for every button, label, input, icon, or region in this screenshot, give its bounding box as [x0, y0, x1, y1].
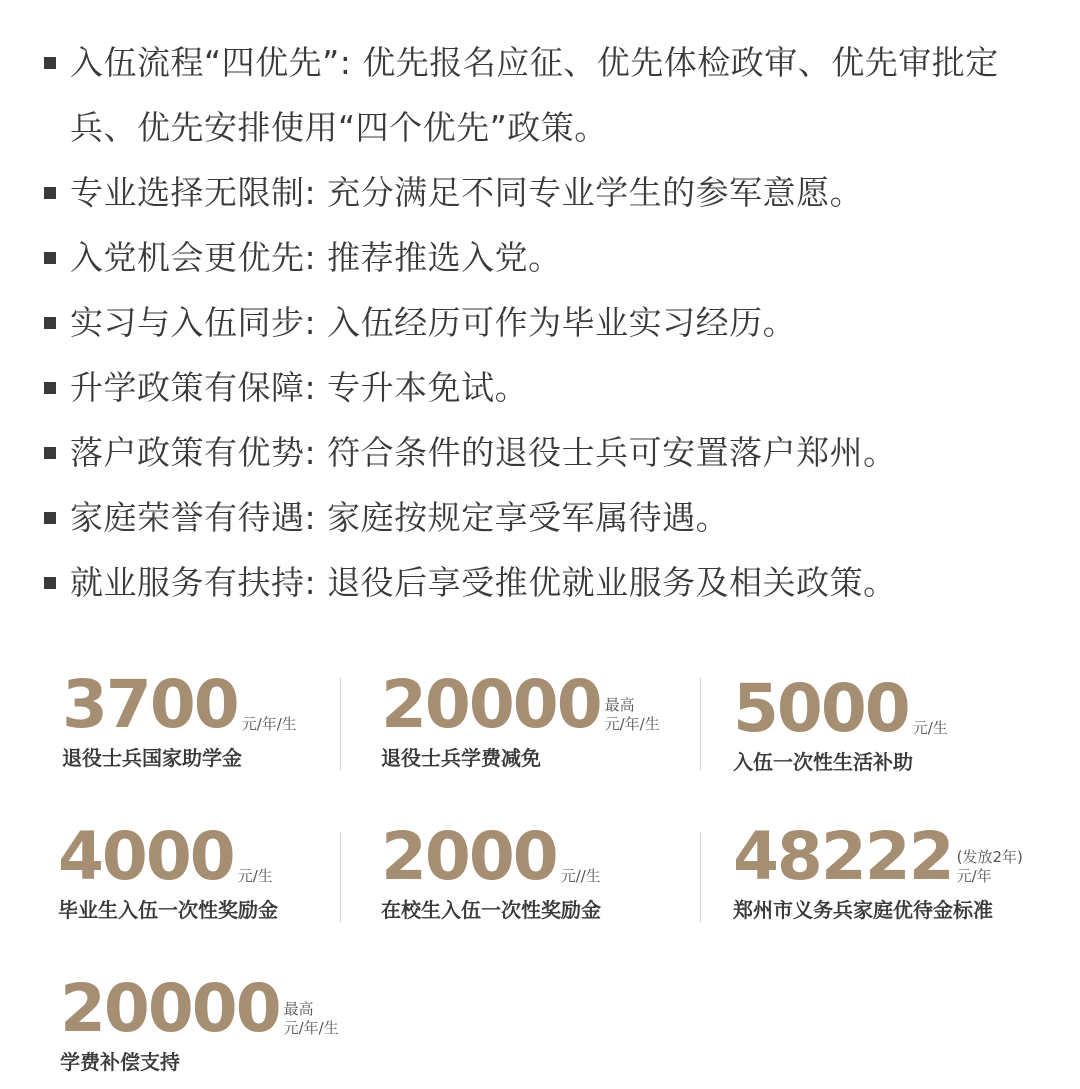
- stat-value: 5000: [733, 670, 909, 747]
- stat-unit: 元/生: [237, 867, 273, 885]
- column-divider: [700, 678, 701, 770]
- square-bullet-icon: [44, 382, 56, 394]
- policy-item-enlistment-priority: [0, 30, 1080, 160]
- square-bullet-icon: [44, 447, 56, 459]
- column-divider: [340, 678, 341, 770]
- policy-text: 升学政策有保障: 专升本免试。: [70, 368, 529, 407]
- stat-label: 郑州市义务兵家庭优待金标准: [733, 898, 993, 922]
- stat-label: 毕业生入伍一次性奖励金: [58, 898, 278, 922]
- stat-value: 20000: [381, 666, 601, 743]
- square-bullet-icon: [44, 57, 56, 69]
- policy-text: 入党机会更优先: 推荐推选入党。: [70, 238, 562, 277]
- policy-item-family-honor: [0, 485, 1080, 550]
- square-bullet-icon: [44, 512, 56, 524]
- stat-label: 退役士兵学费减免: [381, 746, 541, 770]
- policy-item-household-registration: [0, 420, 1080, 485]
- stat-card-family-subsidy: [733, 818, 1023, 923]
- policy-item-internship: [0, 290, 1080, 355]
- stat-unit: 最高 元/年/生: [604, 696, 660, 733]
- stat-unit: 最高 元/年/生: [283, 1000, 339, 1037]
- policy-list: [0, 30, 1080, 615]
- stat-unit: 元/年/生: [241, 715, 297, 733]
- policy-item-further-study: [0, 355, 1080, 420]
- square-bullet-icon: [44, 187, 56, 199]
- stat-label: 退役士兵国家助学金: [62, 746, 242, 770]
- square-bullet-icon: [44, 577, 56, 589]
- stat-card-student-bonus: [381, 818, 601, 923]
- policy-text: 入伍流程“四优先”: 优先报名应征、优先体检政审、优先审批定兵、优先安排使用“四个优先”政策。: [70, 43, 999, 147]
- stat-card-tuition-waiver: [381, 666, 660, 771]
- stat-card-veteran-grant: [62, 666, 297, 771]
- policy-text: 专业选择无限制: 充分满足不同专业学生的参军意愿。: [70, 173, 864, 212]
- stat-label: 在校生入伍一次性奖励金: [381, 898, 601, 922]
- policy-text: 落户政策有优势: 符合条件的退役士兵可安置落户郑州。: [70, 433, 897, 472]
- stat-card-living-allowance: [733, 670, 948, 775]
- stat-value: 2000: [381, 818, 557, 895]
- stat-value: 3700: [62, 666, 238, 743]
- stat-card-graduate-bonus: [58, 818, 278, 923]
- stat-unit: (发放2年) 元/年: [956, 848, 1023, 885]
- policy-text: 就业服务有扶持: 退役后享受推优就业服务及相关政策。: [70, 563, 897, 602]
- stat-value: 4000: [58, 818, 234, 895]
- policy-item-employment-support: [0, 550, 1080, 615]
- column-divider: [340, 832, 341, 922]
- square-bullet-icon: [44, 252, 56, 264]
- stat-unit: 元/生: [912, 719, 948, 737]
- stat-value: 20000: [60, 970, 280, 1047]
- policy-text: 家庭荣誉有待遇: 家庭按规定享受军属待遇。: [70, 498, 730, 537]
- policy-text: 实习与入伍同步: 入伍经历可作为毕业实习经历。: [70, 303, 797, 342]
- column-divider: [700, 832, 701, 922]
- stat-unit: 元//生: [560, 867, 601, 885]
- stat-value: 48222: [733, 818, 953, 895]
- policy-item-major-choice: [0, 160, 1080, 225]
- stat-label: 入伍一次性生活补助: [733, 750, 913, 774]
- square-bullet-icon: [44, 317, 56, 329]
- stat-label: 学费补偿支持: [60, 1050, 180, 1074]
- policy-item-party-membership: [0, 225, 1080, 290]
- stat-card-tuition-compensation: [60, 970, 339, 1075]
